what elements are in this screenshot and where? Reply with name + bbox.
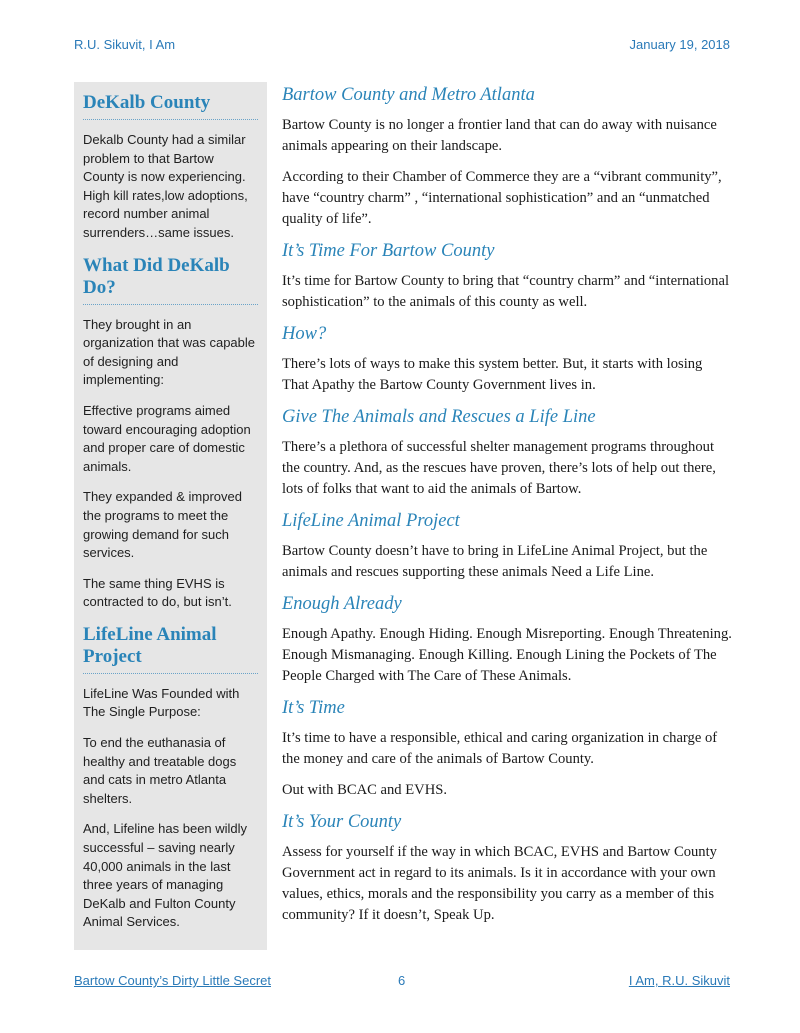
header-date: January 19, 2018 bbox=[629, 37, 730, 52]
divider bbox=[83, 673, 258, 674]
footer-author-link[interactable]: I Am, R.U. Sikuvit bbox=[628, 973, 730, 988]
section-heading: It’s Your County bbox=[282, 812, 402, 832]
section-its-your-county bbox=[282, 811, 732, 926]
section-enough-already bbox=[282, 593, 732, 687]
header-author: R.U. Sikuvit, I Am bbox=[74, 37, 176, 52]
body-paragraph: Bartow County doesn’t have to bring in LifeLine Animal Project, but the animals and rescues supporting these animals Need a Life Line. bbox=[282, 543, 708, 580]
sidebar-paragraph: Effective programs aimed toward encouraging adoption and proper care of domestic animals. bbox=[83, 402, 251, 474]
sidebar-section-what-did-dekalb-do bbox=[83, 255, 258, 612]
sidebar-paragraph: LifeLine Was Founded with The Single Purpose: bbox=[83, 685, 240, 720]
sidebar-heading: What Did DeKalb Do? bbox=[83, 254, 230, 298]
sidebar-section-dekalb bbox=[83, 92, 258, 243]
body-paragraph: There’s a plethora of successful shelter management programs throughout the country. And, as the rescues have proven, there’s lots of help out there, lots of folks that want to aid the animals of Bartow. bbox=[282, 439, 716, 497]
sidebar-paragraph: To end the euthanasia of healthy and treatable dogs and cats in metro Atlanta shelters. bbox=[83, 735, 237, 806]
body-paragraph: It’s time to have a responsible, ethical and caring organization in charge of the money and care of the animals of Bartow County. bbox=[282, 730, 718, 767]
divider bbox=[83, 304, 258, 305]
sidebar-paragraph: And, Lifeline has been wildly successful – saving nearly 40,000 animals in the last three years of managing DeKalb and Fulton County Animal Services. bbox=[83, 821, 248, 930]
section-its-time-for-bartow bbox=[282, 240, 732, 313]
sidebar-paragraph: They expanded & improved the programs to meet the growing demand for such services. bbox=[83, 489, 242, 561]
body-paragraph: Assess for yourself if the way in which BCAC, EVHS and Bartow County Government act in regard to its animals. Is it in accordance with your own values, ethics, morals and the responsibility you carry as a member of this community? If it doesn’t, Speak Up. bbox=[282, 844, 717, 923]
section-bartow-metro-atlanta bbox=[282, 84, 732, 230]
sidebar-paragraph: They brought in an organization that was capable of designing and implementing: bbox=[83, 316, 256, 388]
section-how bbox=[282, 323, 732, 396]
main-content bbox=[282, 84, 732, 936]
section-its-time bbox=[282, 697, 732, 801]
body-paragraph: Bartow County is no longer a frontier land that can do away with nuisance animals appearing on their landscape. bbox=[282, 117, 717, 154]
page-number: 6 bbox=[398, 973, 406, 988]
section-heading: How? bbox=[282, 324, 327, 344]
sidebar-section-lifeline bbox=[83, 624, 258, 932]
body-paragraph: There’s lots of ways to make this system better. But, it starts with losing That Apathy the Bartow County Government lives in. bbox=[282, 356, 703, 393]
footer-title-link[interactable]: Bartow County’s Dirty Little Secret bbox=[74, 973, 271, 988]
section-heading: LifeLine Animal Project bbox=[282, 511, 460, 531]
section-heading: Bartow County and Metro Atlanta bbox=[282, 85, 535, 105]
body-paragraph: It’s time for Bartow County to bring that “country charm” and “international sophistication” to the animals of this county as well. bbox=[282, 273, 730, 310]
section-give-the-animals bbox=[282, 406, 732, 500]
sidebar-heading: LifeLine Animal Project bbox=[83, 623, 217, 667]
section-lifeline-animal-project bbox=[282, 510, 732, 583]
divider bbox=[83, 119, 258, 120]
section-heading: It’s Time bbox=[282, 698, 345, 718]
section-heading: It’s Time For Bartow County bbox=[282, 241, 495, 261]
section-heading: Enough Already bbox=[282, 594, 402, 614]
section-heading: Give The Animals and Rescues a Life Line bbox=[282, 407, 596, 427]
body-paragraph: Out with BCAC and EVHS. bbox=[282, 782, 447, 798]
body-paragraph: According to their Chamber of Commerce they are a “vibrant community”, have “country charm” , “international sophistication” and an “unmatched quality of life”. bbox=[282, 169, 722, 227]
sidebar-paragraph: The same thing EVHS is contracted to do, but isn’t. bbox=[83, 575, 232, 610]
body-paragraph: Enough Apathy. Enough Hiding. Enough Misreporting. Enough Threatening. Enough Mismanaging. Enough Killing. Enough Lining the Pockets of The People Charged with The Care of These Animals. bbox=[282, 626, 732, 684]
sidebar bbox=[74, 82, 267, 950]
sidebar-paragraph: Dekalb County had a similar problem to that Bartow County is now experiencing. High kill rates,low adoptions, record number animal surrenders…same issues. bbox=[83, 132, 248, 240]
sidebar-heading: DeKalb County bbox=[83, 92, 211, 113]
